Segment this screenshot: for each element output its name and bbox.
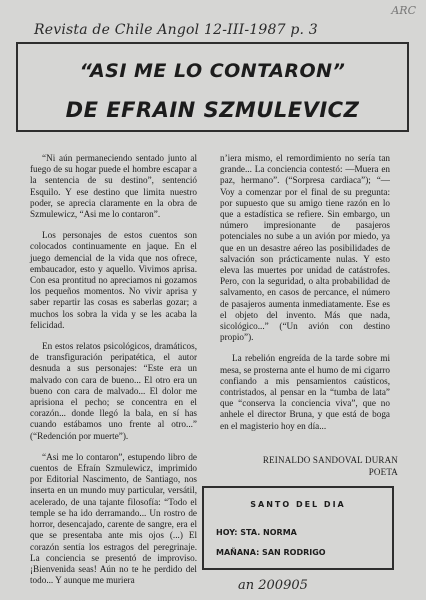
article-paragraph: La rebelión engreída de la tarde sobre mi mesa, se prosterna ante el humo de mi cigarro confiando a mis pensamientos caústicos, contristados, al pensar en la “tumba de lata” que “conserva la conciencia viva”, que no anhele el director Bruna, y que está de boga en el magisterio hoy en día...: [220, 353, 390, 431]
article-right-column: [220, 153, 390, 442]
article-paragraph: “Ni aún permaneciendo sentado junto al fuego de su hogar puede el hombre escapar a la sentencia de su destino”, sentenció Esquilo. Y ese destino que limita nuestro poder, se aprecia claramente en la obra de Szmulewicz, “Asi me lo contaron”.: [30, 153, 197, 220]
author-role: POETA: [368, 467, 398, 477]
article-paragraph: n’iera mismo, el remordimiento no sería tan grande... La conciencia contestó: —Muera en paz, hermano”. (“Sorpresa cardiaca”); “—Voy a comenzar por el final de su pregunta: por supuesto que su amigo tiene razón en lo que a estadística se refiere. Sin embargo, un número impresionante de pasajeros potenciales no sube a un avión por miedo, ya que en un desastre aéreo las posibilidades de salvación son prácticamente nulas. Y esto eleva las muertes por unidad de catástrofes. Pero, con la seguridad, o alta probabilidad de salvamento, en casos de percance, el número de pasajeros aumenta inmediatamente. Ese es el objeto del invento. Más que nada, sicológico...” (“Un avión con destino propio”).: [220, 153, 390, 343]
article-paragraph: Los personajes de estos cuentos son colocados continuamente en jaque. En el juego demencial de la vida que nos ofrece, embaucador, esto y aquello. Vivimos aprisa. Con esa prontitud no apreciamos ni gozamos los pequeños momentos. No vivir aprisa y saber repartir las cosas es saberlas gozar; a muchos los sobra la vida y se les acaba la felicidad.: [30, 230, 197, 330]
article-paragraph: En estos relatos psicológicos, dramáticos, de transfiguración peripatética, el autor desnuda a sus personajes: “Este era un malvado con cara de bueno... El otro era un bueno con cara de malvado... El dolor me aprisiona el pecho; se concentra en el corazón... donde llegó la bala, en sí has cuando estábamos uno frente al otro...” (“Redención por muerte”).: [30, 341, 197, 441]
saint-tomorrow: MAÑANA: SAN RODRIGO: [216, 548, 326, 557]
headline-title: “ASI ME LO CONTARON”: [79, 60, 346, 82]
author-signature: REINALDO SANDOVAL DURAN: [262, 455, 398, 465]
saint-of-the-day-box: [202, 486, 394, 570]
headline-box: [16, 42, 409, 132]
article-left-column: [30, 153, 197, 596]
corner-note: ARC: [391, 4, 416, 17]
saint-box-heading: SANTO DEL DIA: [250, 500, 346, 509]
headline-author: DE EFRAIN SZMULEVICZ: [65, 98, 360, 122]
handwritten-archive-number: an 200905: [238, 578, 308, 593]
saint-today: HOY: STA. NORMA: [216, 528, 297, 537]
handwritten-source-note: Revista de Chile Angol 12-III-1987 p. 3: [34, 22, 318, 38]
article-paragraph: “Asi me lo contaron”, estupendo libro de cuentos de Efraín Szmulewicz, imprimido por Editorial Nascimento, de Santiago, nos inserta en un mundo muy particular, versátil, acelerado, de una tajante filosofía: “Todo el temple se ha ido derramando... Un rostro de horror, desencajado, carente de sangre, era el que se presentaba ante mis ojos (...) El corazón sentía los estragos del peregrinaje. La conciencia se presentó de improviso. ¡Bienvenida seas! Aún no te he perdido del todo... Y aunque me muriera: [30, 451, 197, 586]
